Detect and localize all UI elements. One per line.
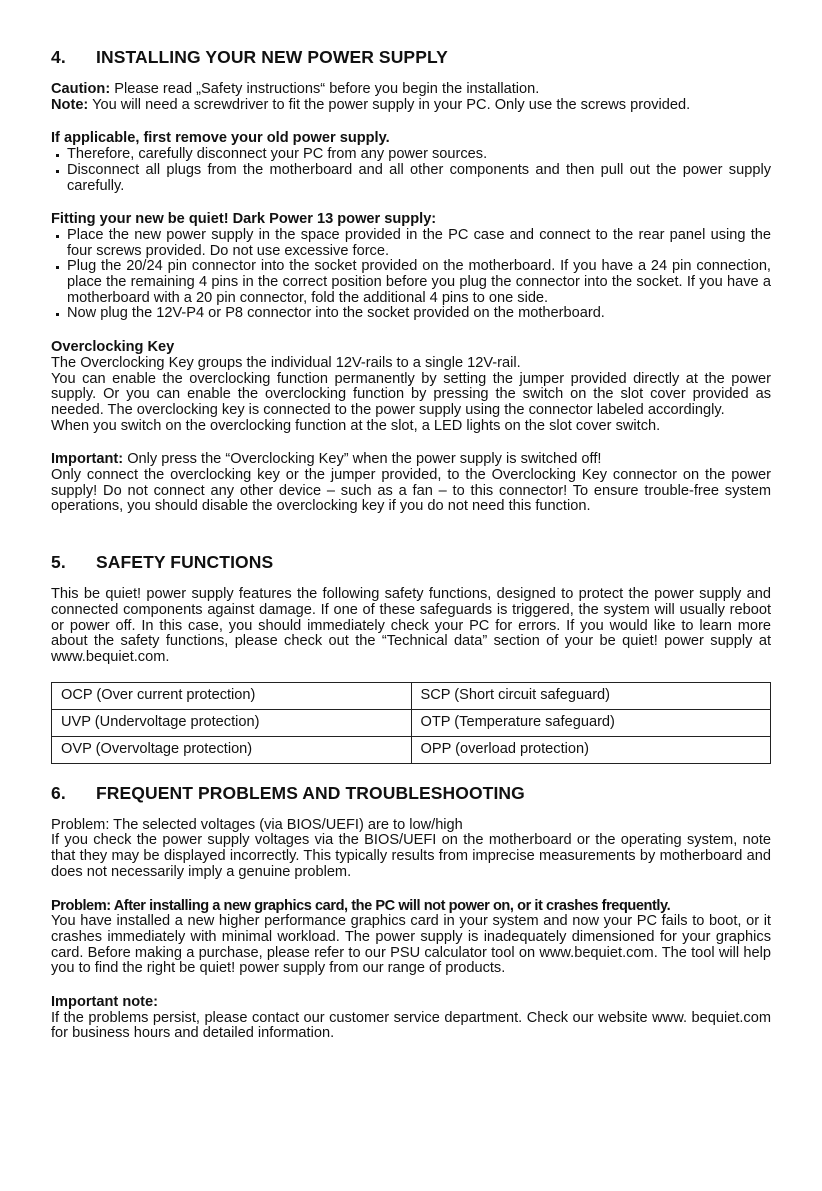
important-paragraph: Only connect the overclocking key or the jumper provided, to the Overclocking Key connector on the power supply! Do not connect any other device – such as a fan – to this connector! To ensure trouble-free system operations, you should disable the overclocking key if you do not need this function. [51,467,771,515]
note-text: You will need a screwdriver to fit the power supply in your PC. Only use the screws provided. [88,96,691,113]
caution-label: Caution: [51,81,111,97]
safety-intro: This be quiet! power supply features the following safety functions, designed to protect the power supply and connected components against damage. If one of these safeguards is triggered, the system will usually reboot or power off. In this case, you should immediately check your PC for errors. If you would like to learn more about the safety functions, please check out the “Technical data” section of your be quiet! power supply at www.bequiet.com. [51,586,771,665]
section-5-title: SAFETY FUNCTIONS [96,552,274,573]
important-line [51,452,771,468]
table-cell: OPP (overload protection) [411,736,771,763]
problem-2-heading: Problem: After installing a new graphics card, the PC will not power on, or it crashes frequently. [51,897,671,914]
important-text: Only press the “Overclocking Key” when the power supply is switched off! [123,451,602,468]
table-cell: OCP (Over current protection) [52,682,412,709]
fitting-list [51,228,771,322]
note-label: Note: [51,96,89,113]
important-note-heading: Important note: [51,994,159,1011]
section-4-number: 4. [51,47,66,67]
table-row [52,709,771,736]
problem-1-text: If you check the power supply voltages via the BIOS/UEFI on the motherboard or the operating system, note that they may be displayed incorrectly. This typically results from imprecise measurements by motherboard and does not necessarily imply a genuine problem. [51,832,771,880]
overclocking-line-1: The Overclocking Key groups the individual 12V-rails to a single 12V-rail. [51,354,521,371]
caution-text: Please read „Safety instructions“ before you begin the installation. [110,81,540,97]
table-cell: SCP (Short circuit safeguard) [411,682,771,709]
fitting-heading: Fitting your new be quiet! Dark Power 13 power supply: [51,211,437,228]
remove-list [51,147,771,194]
note-line [51,98,771,114]
caution-line [51,82,771,98]
section-6-heading [51,782,771,804]
important-note-text: If the problems persist, please contact our customer service department. Check our website www. bequiet.com for business hours and detailed information. [51,1009,771,1042]
list-item: Disconnect all plugs from the motherboard and all other components and then pull out the power supply carefully. [51,163,771,194]
remove-heading: If applicable, first remove your old power supply. [51,130,390,147]
problem-1-heading: Problem: The selected voltages (via BIOS/UEFI) are to low/high [51,816,463,833]
problem-2-text: You have installed a new higher performance graphics card in your system and now your PC fails to boot, or it crashes immediately with minimal workload. The power supply is inadequately dimensioned for your graphics card. Before making a purchase, please refer to our PSU calculator tool on www.bequiet.com. The tool will help you to find the right be quiet! power supply from our range of products. [51,913,771,977]
section-5-heading [51,551,771,573]
list-item: Therefore, carefully disconnect your PC from any power sources. [51,147,771,163]
table-row [52,736,771,763]
table-row [52,682,771,709]
list-item: Now plug the 12V-P4 or P8 connector into the socket provided on the motherboard. [51,306,771,322]
overclocking-paragraph: You can enable the overclocking function permanently by setting the jumper provided directly at the power supply. Or you can enable the overclocking function by pressing the switch on the slot cover provided as needed. The overclocking key is connected to the power supply using the connector labeled accordingly. [51,370,771,418]
overclocking-heading: Overclocking Key [51,339,175,356]
list-item: Place the new power supply in the space provided in the PC case and connect to the rear panel using the four screws provided. Do not use excessive force. [51,228,771,259]
section-5-number: 5. [51,552,66,573]
table-cell: OVP (Overvoltage protection) [52,736,412,763]
section-6-title: FREQUENT PROBLEMS AND TROUBLESHOOTING [96,782,525,803]
overclocking-line-2: When you switch on the overclocking function at the slot, a LED lights on the slot cover switch. [51,417,661,434]
table-cell: UVP (Undervoltage protection) [52,709,412,736]
important-label: Important: [51,451,124,468]
safety-functions-table [51,682,771,764]
section-4-heading [51,46,771,68]
list-item: Plug the 20/24 pin connector into the socket provided on the motherboard. If you have a 24 pin connection, place the remaining 4 pins in the correct position before you plug the connector into the socket. If you have a motherboard with a 20 pin connector, fold the additional 4 pins to one side. [51,259,771,306]
section-6-number: 6. [51,782,66,803]
table-cell: OTP (Temperature safeguard) [411,709,771,736]
manual-page [51,46,771,1042]
section-4-title: INSTALLING YOUR NEW POWER SUPPLY [96,47,448,67]
